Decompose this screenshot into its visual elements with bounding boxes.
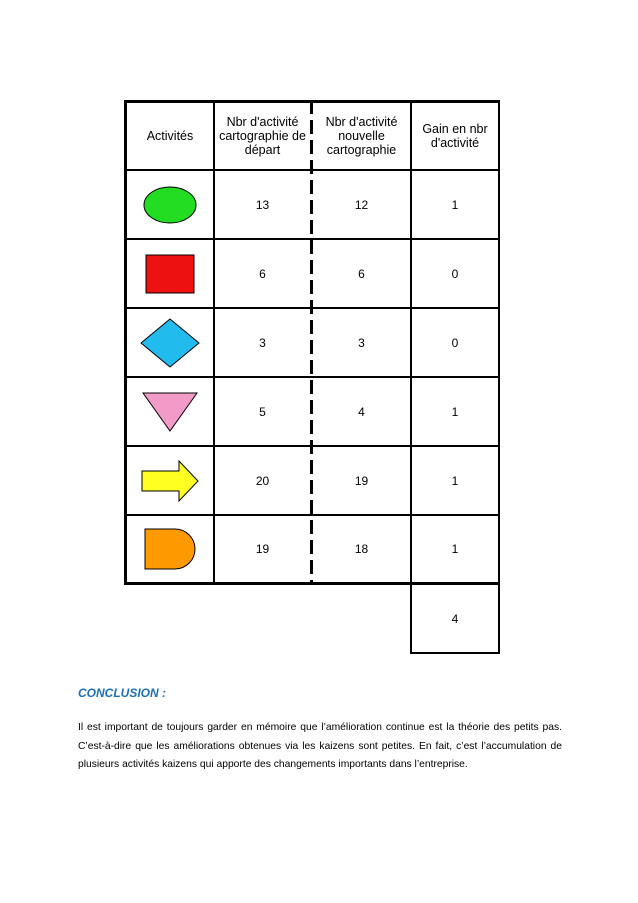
orange-delay-icon <box>144 528 196 570</box>
depart-value: 13 <box>255 197 270 212</box>
activity-comparison-table <box>124 100 500 654</box>
pink-triangle-icon <box>142 392 198 432</box>
depart-value: 5 <box>259 404 266 419</box>
depart-value: 20 <box>255 473 270 488</box>
red-rectangle-icon <box>145 254 195 294</box>
nouvelle-value: 19 <box>354 473 369 488</box>
gain-value: 0 <box>451 266 459 281</box>
yellow-arrow-icon <box>141 460 199 502</box>
nouvelle-value: 12 <box>354 197 369 212</box>
header-nouvelle: Nbr d'activité nouvelle cartographie <box>325 115 398 157</box>
total-border-bottom <box>410 652 500 654</box>
header-gain: Gain en nbr d'activité <box>422 122 488 150</box>
total-gain-value: 4 <box>451 611 459 626</box>
header-depart: Nbr d'activité cartographie de départ <box>219 115 306 157</box>
activity-shape-cell <box>127 447 213 514</box>
depart-value: 6 <box>259 266 266 281</box>
nouvelle-value: 4 <box>358 404 365 419</box>
nouvelle-value: 3 <box>358 335 365 350</box>
green-ellipse-icon <box>142 185 198 225</box>
depart-value: 3 <box>259 335 266 350</box>
gain-value: 1 <box>451 197 459 212</box>
gain-value: 1 <box>451 404 459 419</box>
activity-shape-cell <box>127 378 213 445</box>
nouvelle-value: 18 <box>354 542 369 556</box>
depart-value: 19 <box>255 542 270 556</box>
gain-value: 1 <box>451 542 459 556</box>
activity-shape-cell <box>127 309 213 376</box>
activity-shape-cell <box>127 171 213 238</box>
conclusion-title: CONCLUSION : <box>78 686 166 700</box>
activity-shape-cell <box>127 516 213 582</box>
activity-shape-cell <box>127 240 213 307</box>
conclusion-paragraph: Il est important de toujours garder en mémoire que l’amélioration continue est la théorie des petits pas. C’est-à-dire que les améliorations obtenues via les kaizens sont petites. En fait, c’est l’accumulation de plusieurs activités kaizens qui apporte des changements importants dans l’entreprise. <box>78 722 562 770</box>
header-activites: Activités <box>146 129 194 143</box>
gain-value: 1 <box>451 473 459 488</box>
gain-value: 0 <box>451 335 459 350</box>
nouvelle-value: 6 <box>358 266 365 281</box>
blue-diamond-icon <box>140 318 200 368</box>
table-border-right <box>498 100 500 654</box>
